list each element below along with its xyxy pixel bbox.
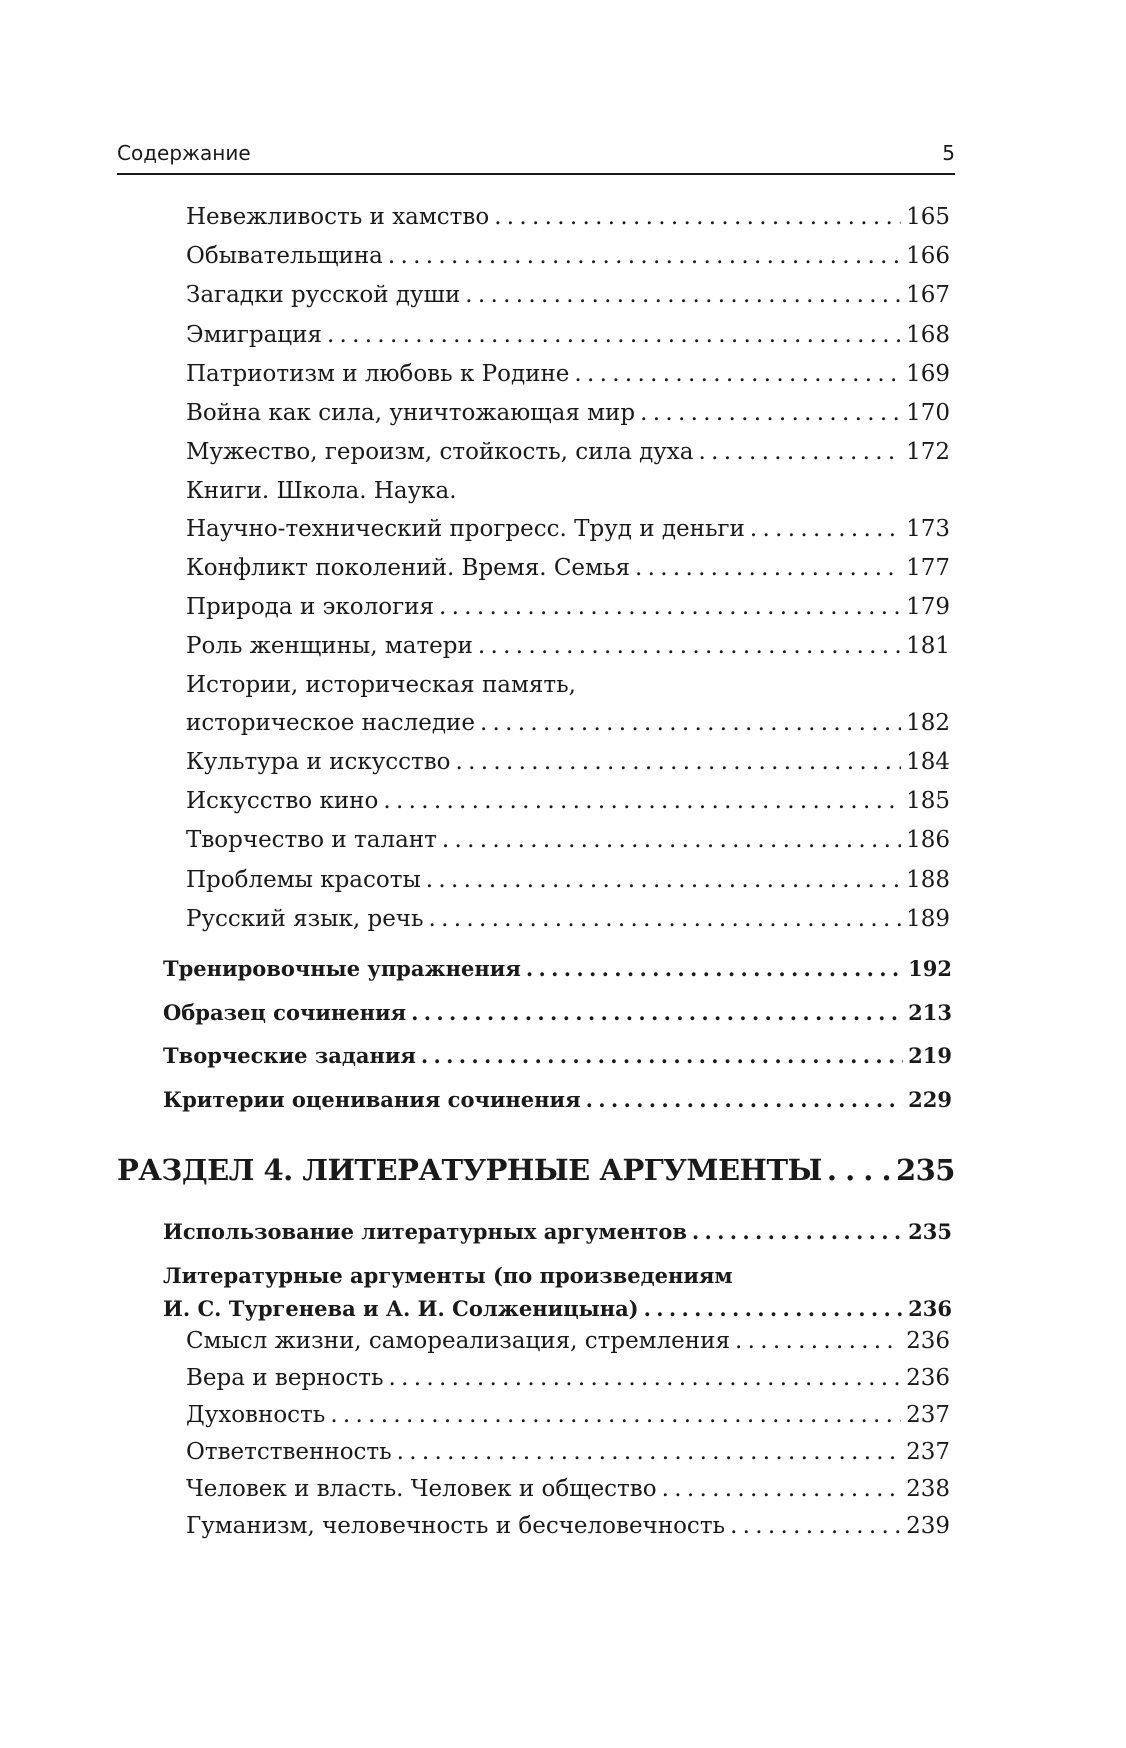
toc-entry-title: Научно-технический прогресс. Труд и деньги bbox=[186, 516, 745, 542]
toc-entry-title: Критерии оценивания сочинения bbox=[163, 1087, 581, 1112]
dot-leader bbox=[662, 1476, 902, 1502]
dot-leader bbox=[421, 1043, 903, 1068]
toc-entry-main[interactable] bbox=[163, 1087, 952, 1112]
toc-entry-title-line1: Истории, историческая память, bbox=[186, 672, 576, 698]
dot-leader bbox=[327, 322, 901, 348]
toc-entry-page: 181 bbox=[906, 633, 950, 659]
toc-entry-page: 235 bbox=[908, 1219, 952, 1244]
toc-entry[interactable] bbox=[186, 1439, 950, 1465]
toc-entry-title: Смысл жизни, самореализация, стремления bbox=[186, 1328, 730, 1354]
toc-entry-page: 239 bbox=[906, 1513, 950, 1539]
toc-entry-page: 173 bbox=[906, 516, 950, 542]
toc-entry-page: 182 bbox=[906, 710, 950, 736]
toc-entry[interactable] bbox=[186, 710, 950, 736]
toc-entry-main[interactable] bbox=[163, 1296, 952, 1321]
toc-entry-title: И. С. Тургенева и А. И. Солженицына) bbox=[163, 1296, 639, 1321]
toc-entry-title: Творческие задания bbox=[163, 1043, 416, 1068]
dot-leader bbox=[586, 1087, 904, 1112]
toc-entry-page: 192 bbox=[908, 956, 952, 981]
dot-leader bbox=[383, 788, 901, 814]
toc-entry-page: 238 bbox=[906, 1476, 950, 1502]
toc-entry[interactable] bbox=[186, 749, 950, 775]
toc-entry-title: Вера и верность bbox=[186, 1365, 384, 1391]
toc-entry-page: 165 bbox=[906, 204, 950, 230]
toc-entry-title: Загадки русской души bbox=[186, 282, 461, 308]
dot-leader bbox=[635, 555, 901, 581]
dot-leader bbox=[426, 867, 901, 893]
toc-entry-page: 237 bbox=[906, 1402, 950, 1428]
toc-entry[interactable] bbox=[186, 243, 950, 269]
toc-entry[interactable] bbox=[186, 282, 950, 308]
toc-entry-page: 177 bbox=[906, 555, 950, 581]
toc-entry[interactable] bbox=[186, 906, 950, 932]
toc-entry-title: Мужество, героизм, стойкость, сила духа bbox=[186, 439, 694, 465]
toc-entry-title: Эмиграция bbox=[186, 322, 322, 348]
toc-entry-title: Проблемы красоты bbox=[186, 867, 421, 893]
toc-entry-title: историческое наследие bbox=[186, 710, 475, 736]
toc-entry-page: 167 bbox=[906, 282, 950, 308]
toc-entry-page: 236 bbox=[908, 1296, 952, 1321]
toc-entry[interactable] bbox=[186, 400, 950, 426]
toc-entry[interactable] bbox=[186, 1513, 950, 1539]
toc-entry-title: Ответственность bbox=[186, 1439, 392, 1465]
toc-entry-title-line1: Литературные аргументы (по произведениям bbox=[163, 1263, 733, 1288]
toc-entry-title: Культура и искусство bbox=[186, 749, 451, 775]
toc-entry-title: Обывательщина bbox=[186, 243, 383, 269]
dot-leader bbox=[465, 282, 901, 308]
toc-entry-page: 237 bbox=[906, 1439, 950, 1465]
toc-section-heading[interactable] bbox=[117, 1153, 955, 1187]
toc-entry-main[interactable] bbox=[163, 1043, 952, 1068]
dot-leader bbox=[494, 204, 901, 230]
dot-leader bbox=[411, 1000, 903, 1025]
dot-leader bbox=[827, 1153, 891, 1187]
toc-entry-title: Невежливость и хамство bbox=[186, 204, 490, 230]
toc-entry-page: 229 bbox=[908, 1087, 952, 1112]
dot-leader bbox=[640, 400, 901, 426]
toc-entry-title: Использование литературных аргументов bbox=[163, 1219, 687, 1244]
toc-entry-page: 184 bbox=[906, 749, 950, 775]
toc-entry[interactable] bbox=[186, 204, 950, 230]
toc-entry[interactable] bbox=[186, 1476, 950, 1502]
dot-leader bbox=[526, 956, 903, 981]
dot-leader bbox=[644, 1296, 904, 1321]
toc-entry[interactable] bbox=[186, 594, 950, 620]
dot-leader bbox=[750, 516, 901, 542]
toc-entry-title: Война как сила, уничтожающая мир bbox=[186, 400, 636, 426]
toc-entry[interactable] bbox=[186, 633, 950, 659]
toc-entry[interactable] bbox=[186, 788, 950, 814]
dot-leader bbox=[698, 439, 901, 465]
toc-entry[interactable] bbox=[186, 516, 950, 542]
toc-entry-page: 185 bbox=[906, 788, 950, 814]
dot-leader bbox=[735, 1328, 901, 1354]
toc-entry-title: Тренировочные упражнения bbox=[163, 956, 521, 981]
toc-entry-page: 213 bbox=[908, 1000, 952, 1025]
toc-entry-title: Природа и экология bbox=[186, 594, 434, 620]
toc-entry-title: Искусство кино bbox=[186, 788, 379, 814]
toc-entry-page: 219 bbox=[908, 1043, 952, 1068]
toc-entry-page: 166 bbox=[906, 243, 950, 269]
dot-leader bbox=[389, 1365, 902, 1391]
toc-entry-title: Человек и власть. Человек и общество bbox=[186, 1476, 657, 1502]
toc-entry-page: 168 bbox=[906, 322, 950, 348]
dot-leader bbox=[574, 361, 901, 387]
toc-entry-title: Патриотизм и любовь к Родине bbox=[186, 361, 570, 387]
toc-entry[interactable] bbox=[186, 361, 950, 387]
toc-entry-title: Конфликт поколений. Время. Семья bbox=[186, 555, 630, 581]
dot-leader bbox=[439, 594, 901, 620]
toc-entry[interactable] bbox=[186, 1402, 950, 1428]
toc-entry-page: 188 bbox=[906, 867, 950, 893]
toc-entry[interactable] bbox=[186, 322, 950, 348]
toc-entry[interactable] bbox=[186, 827, 950, 853]
toc-entry[interactable] bbox=[186, 1328, 950, 1354]
toc-entry[interactable] bbox=[186, 867, 950, 893]
dot-leader bbox=[692, 1219, 903, 1244]
toc-entry-main[interactable] bbox=[163, 1219, 952, 1244]
dot-leader bbox=[478, 633, 901, 659]
toc-entry-page: 169 bbox=[906, 361, 950, 387]
dot-leader bbox=[730, 1513, 901, 1539]
toc-entry-title: Гуманизм, человечность и бесчеловечность bbox=[186, 1513, 726, 1539]
toc-entry-title: Роль женщины, матери bbox=[186, 633, 473, 659]
toc-entry-page: 170 bbox=[906, 400, 950, 426]
dot-leader bbox=[330, 1402, 901, 1428]
toc-entry-page: 189 bbox=[906, 906, 950, 932]
running-header-title: Содержание bbox=[117, 141, 251, 165]
toc-entry-title: Образец сочинения bbox=[163, 1000, 407, 1025]
dot-leader bbox=[429, 906, 902, 932]
toc-entry-page: 179 bbox=[906, 594, 950, 620]
dot-leader bbox=[480, 710, 901, 736]
toc-entry-page: 236 bbox=[906, 1365, 950, 1391]
toc-entry-title: Духовность bbox=[186, 1402, 326, 1428]
page-number: 5 bbox=[942, 141, 955, 165]
toc-entry-title-line1: Книги. Школа. Наука. bbox=[186, 478, 457, 504]
toc-entry[interactable] bbox=[186, 555, 950, 581]
dot-leader bbox=[442, 827, 901, 853]
dot-leader bbox=[388, 243, 901, 269]
toc-entry-title: Творчество и талант bbox=[186, 827, 437, 853]
toc-entry[interactable] bbox=[186, 439, 950, 465]
dot-leader bbox=[397, 1439, 901, 1465]
toc-entry-page: 172 bbox=[906, 439, 950, 465]
toc-entry-page: 236 bbox=[906, 1328, 950, 1354]
toc-entry-page: 186 bbox=[906, 827, 950, 853]
toc-entry-page: 235 bbox=[895, 1153, 955, 1187]
toc-section-title: РАЗДЕЛ 4. ЛИТЕРАТУРНЫЕ АРГУМЕНТЫ bbox=[117, 1153, 822, 1187]
toc-entry-main[interactable] bbox=[163, 1000, 952, 1025]
toc-entry[interactable] bbox=[186, 1365, 950, 1391]
toc-entry-title: Русский язык, речь bbox=[186, 906, 424, 932]
dot-leader bbox=[456, 749, 902, 775]
toc-entry-main[interactable] bbox=[163, 956, 952, 981]
